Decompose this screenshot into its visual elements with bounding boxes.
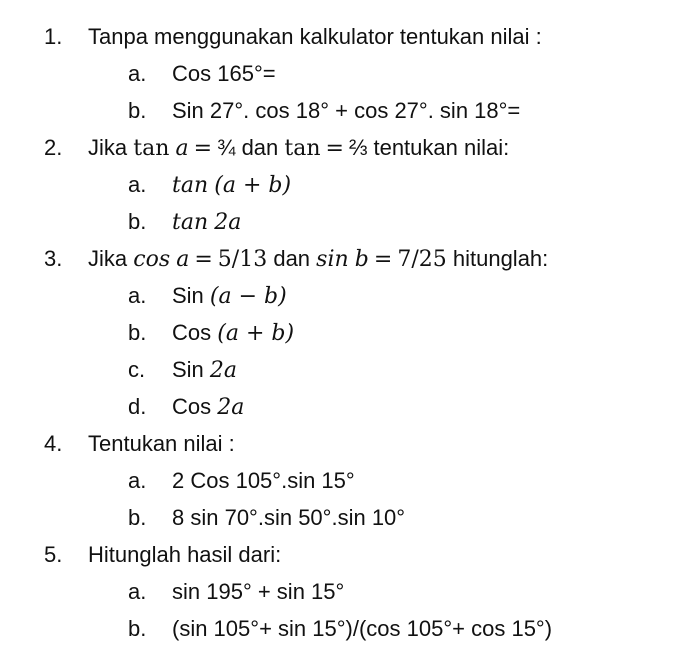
question-text bbox=[88, 129, 509, 167]
question-number: 4. bbox=[44, 431, 63, 456]
sub-text: 2 Cos 105°.sin 15° bbox=[172, 468, 355, 493]
sub-letter: b. bbox=[128, 320, 147, 345]
sub-letter: a. bbox=[128, 579, 147, 604]
sub-text bbox=[172, 351, 237, 389]
math-equals: = bbox=[194, 247, 213, 272]
question-text bbox=[88, 240, 548, 278]
question-number: 2. bbox=[44, 135, 63, 160]
math-equals: = bbox=[193, 136, 213, 161]
word-dan: dan bbox=[241, 135, 279, 160]
math-value: ¾ bbox=[217, 135, 236, 160]
math-arg: 2a bbox=[209, 358, 238, 383]
math-arg: 2a bbox=[217, 395, 245, 420]
sub-letter: a. bbox=[128, 283, 147, 308]
sub-text: 8 sin 70°.sin 50°.sin 10° bbox=[172, 505, 406, 530]
fn-label: Cos bbox=[172, 394, 212, 419]
word-dan: dan bbox=[273, 246, 311, 271]
sub-text: Cos 165°= bbox=[172, 61, 276, 86]
question-number: 5. bbox=[44, 542, 63, 567]
word-jika: Jika bbox=[88, 135, 128, 160]
math-var-a: a bbox=[175, 136, 189, 161]
sub-text bbox=[172, 166, 291, 204]
sub-text: Sin 27°. cos 18° + cos 27°. sin 18°= bbox=[172, 98, 521, 123]
sub-text: sin 195° + sin 15° bbox=[172, 579, 345, 604]
sub-text bbox=[172, 314, 294, 352]
math-fn: tan bbox=[172, 210, 209, 235]
math-arg: 2a bbox=[214, 210, 242, 235]
sub-letter: b. bbox=[128, 616, 147, 641]
math-arg: (a + b) bbox=[217, 321, 295, 346]
fn-label: Sin bbox=[172, 283, 204, 308]
sub-letter: b. bbox=[128, 98, 147, 123]
question-number: 3. bbox=[44, 246, 63, 271]
question-number: 1. bbox=[44, 24, 63, 49]
math-tan: tan bbox=[133, 136, 170, 161]
sub-letter: a. bbox=[128, 172, 147, 197]
math-fn: tan bbox=[172, 173, 209, 198]
math-var-a: a bbox=[176, 247, 190, 272]
question-text: Tanpa menggunakan kalkulator tentukan nilai : bbox=[88, 24, 542, 49]
math-cos: cos bbox=[133, 247, 171, 272]
sub-letter: a. bbox=[128, 61, 147, 86]
question-text: Hitunglah hasil dari: bbox=[88, 542, 282, 567]
math-equals: = bbox=[373, 247, 393, 272]
fn-label: Sin bbox=[172, 357, 204, 382]
question-rest: hitunglah: bbox=[452, 246, 549, 271]
math-arg: (a − b) bbox=[209, 284, 287, 309]
sub-letter: d. bbox=[128, 394, 147, 419]
sub-letter: c. bbox=[128, 357, 146, 382]
word-jika: Jika bbox=[88, 246, 128, 271]
math-tan: tan bbox=[284, 136, 321, 161]
math-value: 5/13 bbox=[217, 247, 268, 272]
sub-text bbox=[172, 388, 244, 426]
math-arg: (a + b) bbox=[214, 173, 292, 198]
sub-text bbox=[172, 277, 287, 315]
sub-text: (sin 105°+ sin 15°)/(cos 105°+ cos 15°) bbox=[172, 616, 553, 641]
fn-label: Cos bbox=[172, 320, 212, 345]
math-value: ⅔ bbox=[348, 135, 368, 160]
question-text: Tentukan nilai : bbox=[88, 431, 235, 456]
math-sin: sin bbox=[316, 247, 349, 272]
sub-letter: a. bbox=[128, 468, 147, 493]
math-value: 7/25 bbox=[397, 247, 447, 272]
sub-letter: b. bbox=[128, 209, 147, 234]
math-var-b: b bbox=[354, 247, 369, 272]
sub-letter: b. bbox=[128, 505, 147, 530]
math-equals: = bbox=[325, 136, 344, 161]
question-rest: tentukan nilai: bbox=[373, 135, 510, 160]
sub-text bbox=[172, 203, 241, 241]
